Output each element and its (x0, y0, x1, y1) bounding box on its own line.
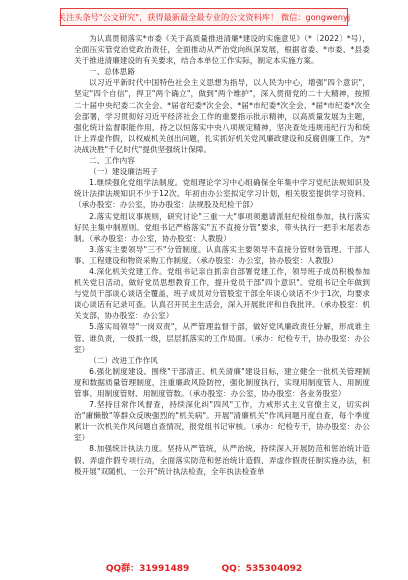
paragraph: （一）建设廉洁班子 (89, 167, 158, 177)
paragraph: 4.深化机关党建工作。党组书记亲自抓亲自部署党建工作，领导班子成员积极参加机关党日活动，做好党员思想教育工作，提升党员干部"四个意识"。党组书记全年做到与党员干部谈心谈话全覆盖，班子成员对分管股室干部全年谈心谈话不少于1次，均要求谈心谈话有记录可查。认真召开民主生活会，深入开展批评和自我批评。（承办股室：机关支部，协办股室：办公室） (74, 266, 370, 321)
paragraph: 以习近平新时代中国特色社会主义思想为指导，以人民为中心，增强"四个意识"，坚定"四个自信"，捍卫"两个确立"，做到"两个维护"，深入贯彻党的二十大精神，按照二十届中央纪委二次全会、*届省纪委*次全会、*届*市纪委*次全会、*届*市纪委*次全会部署，学习贯彻好习近平经济社会工作的重要指示批示精神，以高质量发展为主题，强化统计监督职能作用，持之以恒落实中央八项规定精神，坚决查处违规违纪行为和统计上弄虚作假，以权威机关创出问题，扎实抓好机关党风廉政建设和反腐倡廉工作，为*决战决胜"千亿时代"提供坚强统计保障。 (74, 78, 370, 154)
paragraph: 2.落实党组议事规则，研究讨论"三重一大"事项须邀请派驻纪检组参加，执行落实好民主集中制原则。党组书记严格落实"五不直接分管"要求，带头执行一把手末尾表态制。（承办股室：办公室，协办股室：人教股） (74, 211, 370, 243)
top-banner (57, 8, 351, 26)
paragraph: 6.强化制度建设。围绕"干部清正、机关清廉"建设目标，建立健全一批机关管理制度和数据质量管理制度，注重廉政风险防控，强化制度执行，实现用制度管人、用制度管事、用制度管财、用制度管数。（承办股室：办公室，协办股室：各业务股室） (74, 366, 370, 398)
paragraph: 一、总体思路 (89, 67, 135, 77)
footer-contacts (0, 556, 408, 575)
paragraph: 7.坚持目常作风督查，持续深化纠"四风"工作，力戒形式主义官僚主义，切实纠治"庸懒散"等群众反映强烈的"机关病"。开展"清廉机关"作风问题月度自查，每个季度累计一次机关作风问题自查情况，报党组书记审核。（承办：纪检专干，协办股室：办公室） (74, 400, 370, 443)
paragraph: （二）改进工作作风 (89, 355, 158, 365)
document-body (74, 33, 370, 477)
paragraph: 3.落实主要领导"三不"分管制度。认真落实主要领导不直接分管财务管理、干部人事、工程建设和物资采购工作制度。（承办股室：办公室，协办股室：人教股） (74, 244, 370, 265)
paragraph: 为认真贯彻落实*市委《关于高质量推进清廉*建设的实施意见》（*〔2022〕*号），全面压实管党治党政治责任，全面推动从严治党向纵深发展，根据省委、*市委、*县委关于推进清廉建设的有关要求，结合本单位工作实际，制定本实施方案。 (74, 34, 370, 66)
footer-qq-group: QQ群：31991489 (105, 564, 190, 574)
footer-qq: QQ：535304092 (221, 564, 303, 574)
paragraph: 8.加强统计执法力度。坚持从严管统，从严治统，持续深入开展防范和惩治统计造假、弄虚作假专项行动，全面落实防范和惩治统计造假、弄虚作假责任制实施办法，积极开展"双随机、一公开"统计执法检查，全年执法检查单 (74, 444, 370, 476)
paragraph: 5.落实局领导"一岗双责"，从严管理监督干部，做好党风廉政责任分解，形成谁主管、谁负责，一级抓一级，层层抓落实的工作局面。（承办：纪检专干，协办股室：办公室） (74, 322, 370, 354)
paragraph: 1.继续强化党组学法制度。党组理论学习中心组确保全年集中学习党纪法规知识及统计法律法规知识不少于12次。年初由办公室拟定学习计划，相关股室提供学习资料。（承办股室：办公室，协办股室：法规股及纪检干部） (74, 178, 370, 210)
paragraph: 二、工作内容 (89, 156, 135, 166)
banner-text: 关注头条号"公文研究"，获得最新最全最专业的公文资料库！ 微信：gongwenyj (57, 11, 351, 22)
